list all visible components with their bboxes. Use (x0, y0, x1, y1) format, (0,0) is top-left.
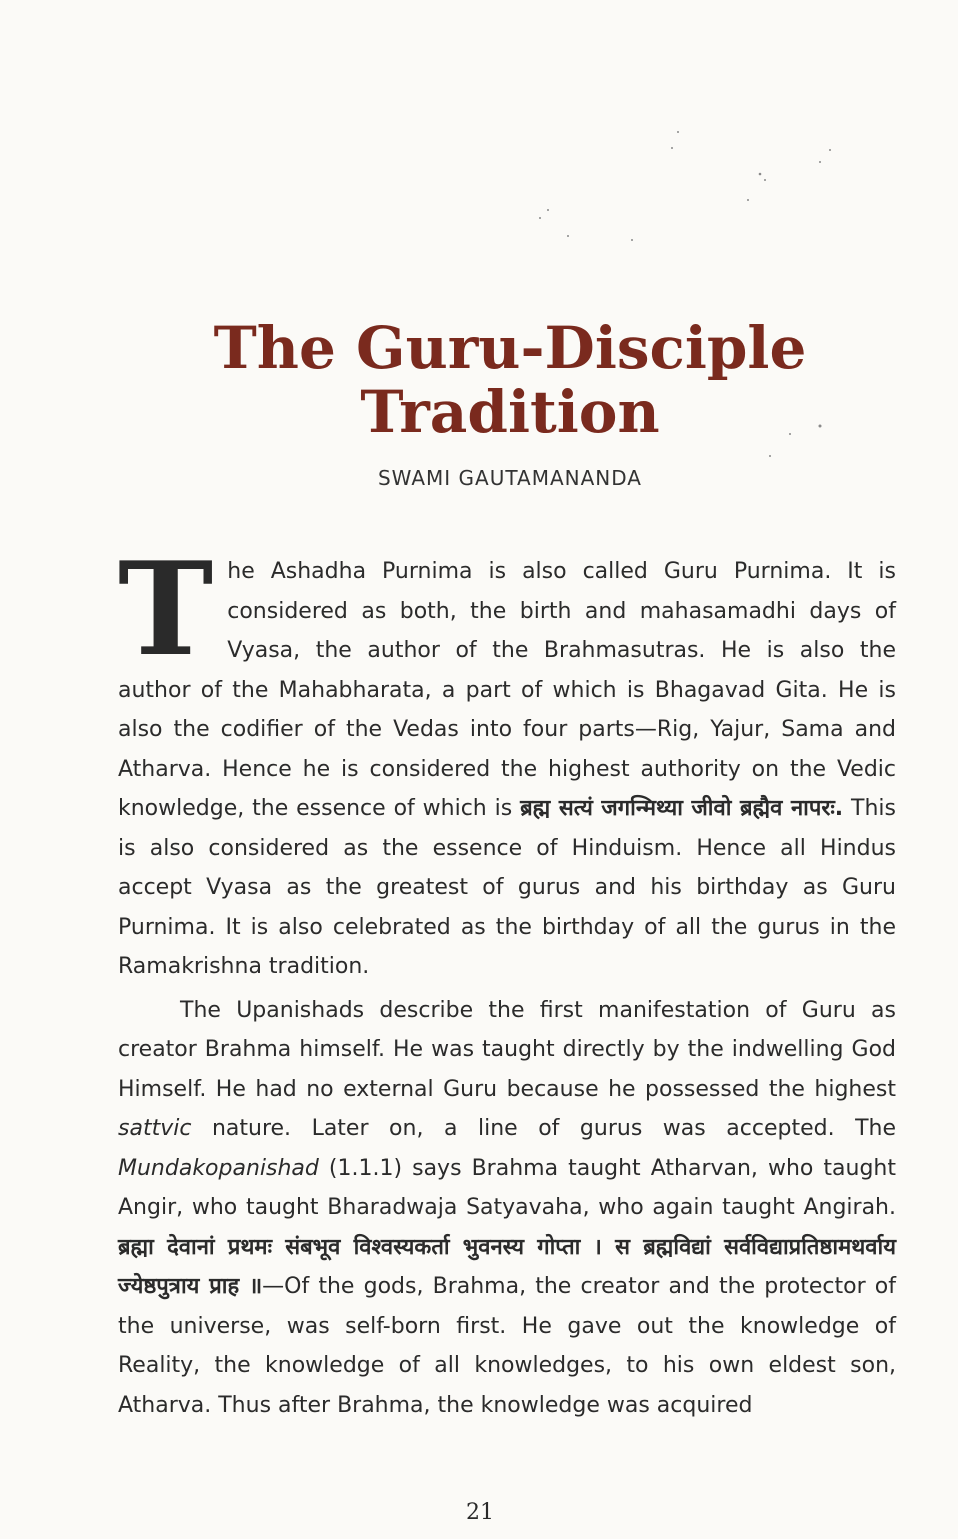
paragraph-2 (118, 991, 896, 1426)
article-title (120, 316, 900, 444)
article-title-line2: Tradition (360, 378, 660, 446)
drop-cap: T (118, 535, 214, 685)
article-title-line1: The Guru-Disciple (213, 314, 807, 382)
paragraph-2-italic-2: Mundakopanishad (118, 1155, 319, 1181)
paragraph-1 (118, 535, 896, 987)
paragraph-2-text-2: nature. Later on, a line of gurus was accepted. The (191, 1116, 896, 1141)
page-number: 21 (466, 1500, 494, 1525)
paragraph-2-italic-1: sattvic (118, 1116, 192, 1141)
paragraph-2-text-1: The Upanishads describe the first manifestation of Guru as creator Brahma himself. He was taught directly by the indwelling God Himself. He had no external Guru because he possessed the highest (118, 997, 896, 1102)
paragraph-1-sanskrit: ब्रह्म सत्यं जगन्मिथ्या जीवो ब्रह्मैव नापरः. (520, 796, 844, 821)
article-body (118, 535, 896, 1425)
paragraph-2-text-4: —Of the gods, Brahma, the creator and the protector of the universe, was self-born first. He gave out the knowledge of Reality, the knowledge of all knowledges, to his own eldest son, Atharva. Thus after Brahma, the knowledge was acquired (118, 1274, 896, 1418)
paragraph-1-text-b: This is also considered as the essence of Hinduism. Hence all Hindus accept Vyasa as the greatest of gurus and his birthday as Guru Purnima. It is also celebrated as the birthday of all the gurus in the Ramakrishna tradition. (118, 796, 896, 979)
paragraph-1-text-a: he Ashadha Purnima is also called Guru Purnima. It is considered as both, the birth and mahasamadhi days of Vyasa, the author of the Brahmasutras. He is also the author of the Mahabharata, a part of which is Bhagavad Gita. He is also the codifier of the Vedas into four parts—Rig, Yajur, Sama and Atharva. Hence he is considered the highest authority on the Vedic knowledge, the essence of which is (118, 559, 896, 821)
paragraph-2-sanskrit: ब्रह्मा देवानां प्रथमः संबभूव विश्वस्यकर्ता भुवनस्य गोप्ता । स ब्रह्मविद्यां सर्वविद्याप्रतिष्ठामथर्वाय ज्येष्ठपुत्राय प्राह ॥ (118, 1234, 896, 1299)
paragraph-2-text-3: (1.1.1) says Brahma taught Atharvan, who taught Angir, who taught Bharadwaja Satyavaha, who again taught Angirah. (118, 1155, 896, 1220)
article-author: SWAMI GAUTAMANANDA (377, 466, 642, 490)
